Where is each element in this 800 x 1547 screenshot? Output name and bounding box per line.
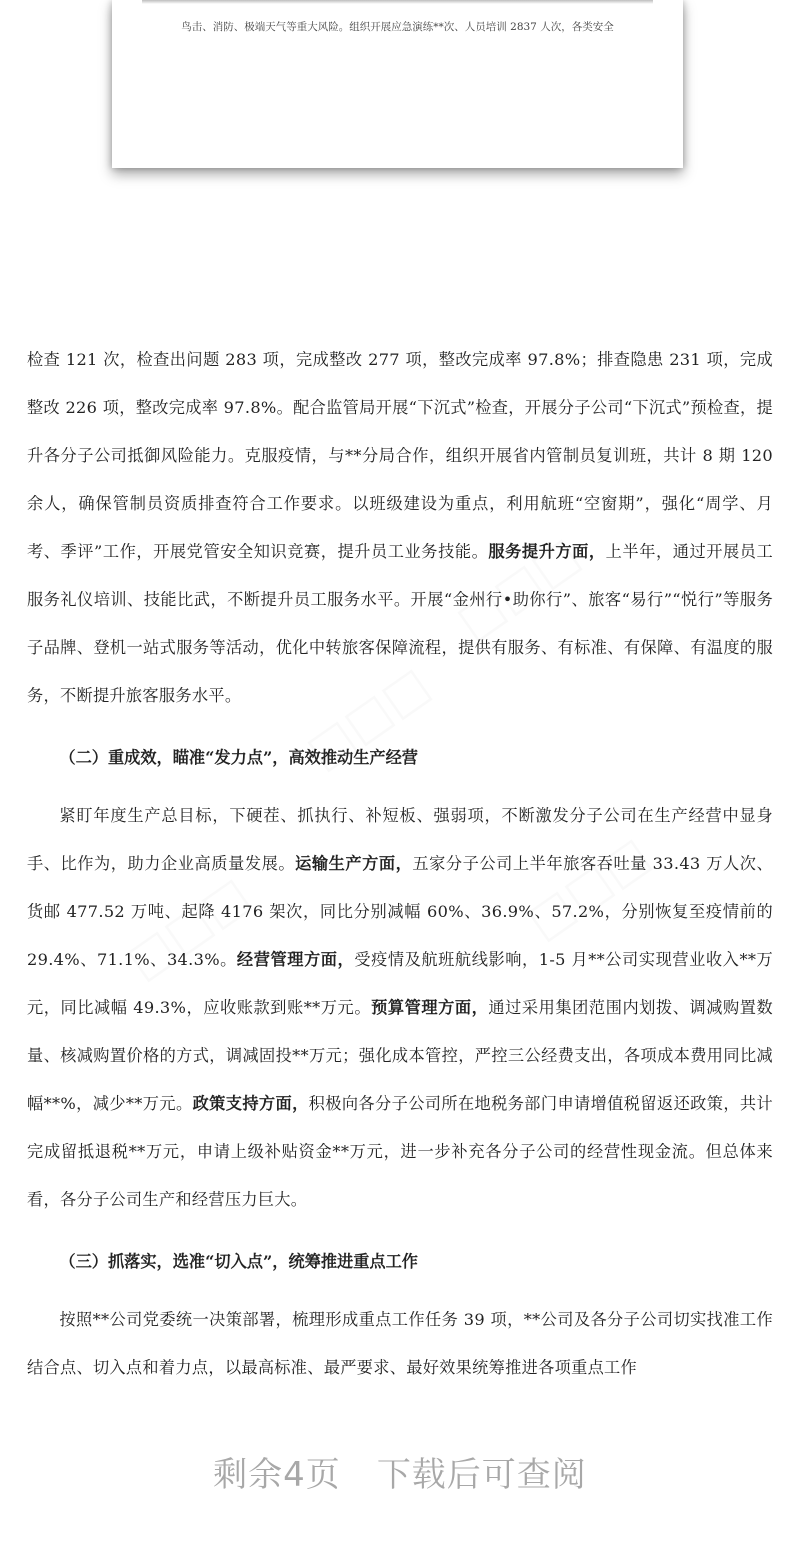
download-prompt[interactable] [0,1447,800,1496]
paragraph-text: 检查 121 次，检查出问题 283 项，完成整改 277 项，整改完成率 97.8%；排查隐患 231 项，完成整改 226 项，整改完成率 97.8%。配合监管局开展“下沉式”检查，开展分子公司“下沉式”预检查，提升各分子公司抵御风险能力。克服疫情，与**分局合作，组织开展省内管制员复训班，共计 8 期 120 余人，确保管制员资质排查符合工作要求。以班级建设为重点，利用航班“空窗期”，强化“周学、月考、季评”工作，开展党管安全知识竞赛，提升员工业务技能。 [27,350,773,561]
bold-lead-policy: 政策支持方面， [192,1094,309,1113]
download-hint-label: 下载后可查阅 [376,1455,587,1495]
paragraph-text: 积极向各分子公司所在地税务部门申请增值税留返还政策，共计完成留抵退税**万元，申请上级补贴资金**万元，进一步补充各分子公司的经营性现金流。但总体来看，各分子公司生产和经营压力巨大。 [27,1094,773,1209]
preview-cut-edge [142,0,653,4]
paragraph-key-work: 按照**公司党委统一决策部署，梳理形成重点工作任务 39 项，**公司及各分子公司切实找准工作结合点、切入点和着力点，以最高标准、最严要求、最好效果统筹推进各项重点工作 [27,1310,773,1377]
document-body [27,336,773,1392]
paragraph-text: 紧盯年度生产总目标，下硬茬、抓执行、补短板、强弱项，不断激发分子公司在生产经营中显身手、比作为，助力企业高质量发展。 [27,806,773,873]
preview-page-card [112,0,683,168]
remaining-pages-label: 剩余4页 [213,1455,341,1495]
paragraph-text: 上半年，通过开展员工服务礼仪培训、技能比武，不断提升员工服务水平。开展“金州行•助你行”、旅客“易行”“悦行”等服务子品牌、登机一站式服务等活动，优化中转旅客保障流程，提供有服务、有标准、有保障、有温度的服务，不断提升旅客服务水平。 [27,542,773,705]
paragraph-production [27,792,773,1224]
section-heading-3: （三）抓落实，选准“切入点”，统筹推进重点工作 [59,1252,418,1271]
bold-lead-transport: 运输生产方面， [295,854,413,873]
paragraph-safety-service [27,336,773,720]
paragraph-text: 受疫情及航班航线影响，1-5 月**公司实现营业收入**万元，同比减幅 49.3%，应收账款到账**万元。 [27,950,773,1017]
bold-lead-budget: 预算管理方面， [371,998,489,1017]
preview-text-line: 鸟击、消防、极端天气等重大风险。组织开展应急演练**次、人员培训 2837 人次，各类安全 [181,21,614,33]
paragraph-text: 五家分子公司上半年旅客吞吐量 33.43 万人次、货邮 477.52 万吨、起降 4176 架次，同比分别减幅 60%、36.9%、57.2%，分别恢复至疫情前的 29.4%、71.1%、34.3%。 [27,854,773,969]
bold-lead-service: 服务提升方面， [488,542,606,561]
bold-lead-operations: 经营管理方面， [236,950,355,969]
section-heading-2: （二）重成效，瞄准“发力点”，高效推动生产经营 [59,748,418,767]
paragraph-text: 通过采用集团范围内划拨、调减购置数量、核减购置价格的方式，调减固投**万元；强化成本管控，严控三公经费支出，各项成本费用同比减幅**%，减少**万元。 [27,998,773,1113]
